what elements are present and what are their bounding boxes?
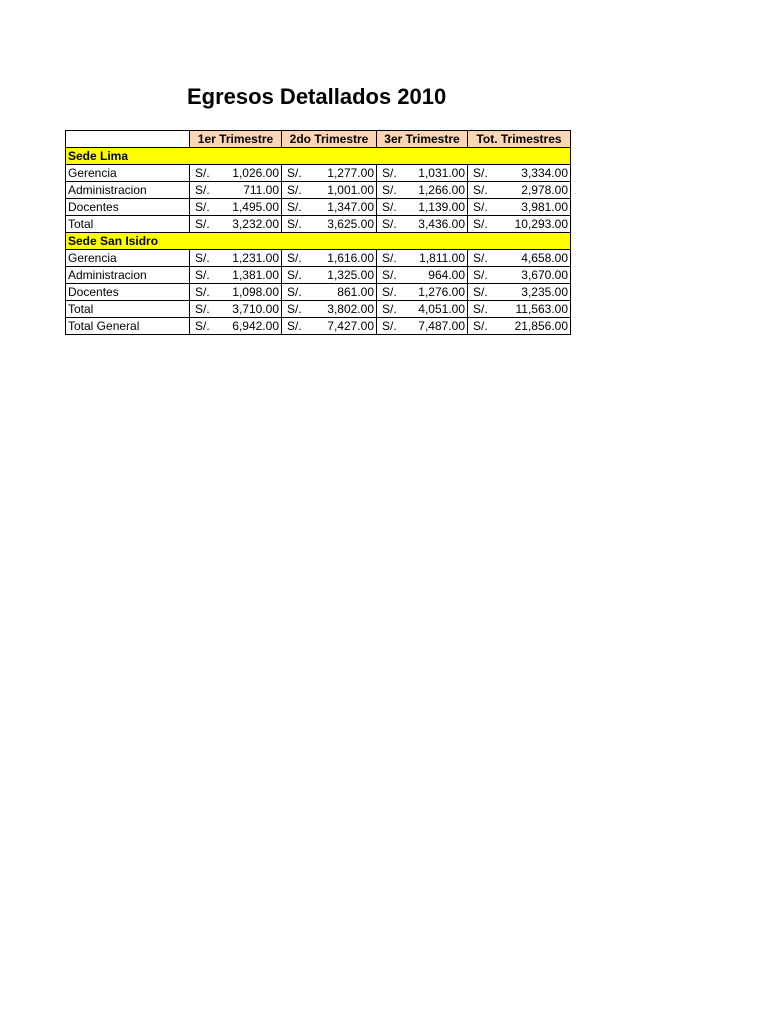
q3-cell [377,284,468,301]
total-cell [468,301,571,318]
currency-symbol: S/. [287,251,302,265]
amount: 1,231.00 [232,251,279,265]
total-cell [468,199,571,216]
total-cell [468,165,571,182]
total-cell [468,216,571,233]
amount: 3,802.00 [327,302,374,316]
section-header-row [66,233,571,250]
amount: 21,856.00 [514,319,568,333]
table-row [66,216,571,233]
currency-symbol: S/. [382,268,397,282]
row-label: Gerencia [66,250,190,267]
currency-symbol: S/. [287,285,302,299]
amount: 6,942.00 [232,319,279,333]
grand-total-row [66,318,571,335]
amount: 3,981.00 [521,200,568,214]
q2-cell [282,216,377,233]
currency-symbol: S/. [287,166,302,180]
header-q1: 1er Trimestre [190,131,282,148]
amount: 861.00 [337,285,374,299]
amount: 1,276.00 [418,285,465,299]
q2-cell [282,267,377,284]
currency-symbol: S/. [195,200,210,214]
q1-cell [190,250,282,267]
table-row [66,301,571,318]
table-row [66,182,571,199]
currency-symbol: S/. [195,268,210,282]
amount: 2,978.00 [521,183,568,197]
table-row [66,267,571,284]
amount: 3,670.00 [521,268,568,282]
header-q3: 3er Trimestre [377,131,468,148]
q1-cell [190,284,282,301]
total-cell [468,284,571,301]
table-row [66,284,571,301]
q1-cell [190,199,282,216]
amount: 3,232.00 [232,217,279,231]
section-name: Sede Lima [66,148,571,165]
q2-cell [282,182,377,199]
currency-symbol: S/. [473,166,488,180]
currency-symbol: S/. [382,217,397,231]
currency-symbol: S/. [287,302,302,316]
currency-symbol: S/. [287,217,302,231]
amount: 3,710.00 [232,302,279,316]
currency-symbol: S/. [473,268,488,282]
currency-symbol: S/. [473,302,488,316]
q2-cell [282,165,377,182]
header-blank-cell [66,131,190,148]
header-row [66,131,571,148]
q1-cell [190,216,282,233]
amount: 10,293.00 [514,217,568,231]
currency-symbol: S/. [473,183,488,197]
currency-symbol: S/. [195,251,210,265]
amount: 1,266.00 [418,183,465,197]
amount: 1,031.00 [418,166,465,180]
currency-symbol: S/. [382,302,397,316]
q1-cell [190,182,282,199]
q3-cell [377,216,468,233]
expenses-table [65,130,571,335]
currency-symbol: S/. [195,166,210,180]
row-label: Total [66,301,190,318]
amount: 7,427.00 [327,319,374,333]
amount: 1,139.00 [418,200,465,214]
q1-cell [190,301,282,318]
amount: 964.00 [428,268,465,282]
amount: 4,658.00 [521,251,568,265]
amount: 3,334.00 [521,166,568,180]
amount: 11,563.00 [515,302,568,316]
currency-symbol: S/. [473,285,488,299]
currency-symbol: S/. [382,319,397,333]
q2-cell [282,301,377,318]
currency-symbol: S/. [382,285,397,299]
row-label: Gerencia [66,165,190,182]
row-label: Total [66,216,190,233]
amount: 1,347.00 [327,200,374,214]
currency-symbol: S/. [287,183,302,197]
currency-symbol: S/. [473,319,488,333]
currency-symbol: S/. [382,166,397,180]
q2-cell [282,284,377,301]
amount: 1,277.00 [327,166,374,180]
table-row [66,199,571,216]
amount: 4,051.00 [418,302,465,316]
q1-cell [190,267,282,284]
total-cell [468,250,571,267]
q1-cell [190,165,282,182]
row-label: Docentes [66,199,190,216]
amount: 3,436.00 [418,217,465,231]
currency-symbol: S/. [382,200,397,214]
q2-cell [282,199,377,216]
header-total: Tot. Trimestres [468,131,571,148]
total-cell [468,267,571,284]
amount: 1,811.00 [419,251,465,265]
currency-symbol: S/. [195,319,210,333]
q3-cell [377,301,468,318]
currency-symbol: S/. [473,200,488,214]
amount: 3,235.00 [521,285,568,299]
currency-symbol: S/. [473,251,488,265]
q3-cell [377,267,468,284]
currency-symbol: S/. [195,217,210,231]
currency-symbol: S/. [287,200,302,214]
amount: 711.00 [243,183,279,197]
q3-cell [377,318,468,335]
q3-cell [377,182,468,199]
q2-cell [282,318,377,335]
total-cell [468,318,571,335]
row-label: Total General [66,318,190,335]
currency-symbol: S/. [195,285,210,299]
total-cell [468,182,571,199]
currency-symbol: S/. [473,217,488,231]
amount: 1,616.00 [327,251,374,265]
row-label: Docentes [66,284,190,301]
currency-symbol: S/. [195,302,210,316]
amount: 1,495.00 [232,200,279,214]
currency-symbol: S/. [287,319,302,333]
row-label: Administracion [66,182,190,199]
row-label: Administracion [66,267,190,284]
table-row [66,165,571,182]
currency-symbol: S/. [287,268,302,282]
currency-symbol: S/. [195,183,210,197]
header-q2: 2do Trimestre [282,131,377,148]
q3-cell [377,250,468,267]
section-name: Sede San Isidro [66,233,571,250]
currency-symbol: S/. [382,251,397,265]
amount: 1,001.00 [327,183,374,197]
currency-symbol: S/. [382,183,397,197]
amount: 7,487.00 [418,319,465,333]
amount: 1,026.00 [232,166,279,180]
amount: 1,325.00 [327,268,374,282]
q2-cell [282,250,377,267]
q1-cell [190,318,282,335]
q3-cell [377,165,468,182]
amount: 1,098.00 [232,285,279,299]
section-header-row [66,148,571,165]
q3-cell [377,199,468,216]
amount: 3,625.00 [327,217,374,231]
table-row [66,250,571,267]
page-title: Egresos Detallados 2010 [187,84,447,109]
amount: 1,381.00 [232,268,279,282]
